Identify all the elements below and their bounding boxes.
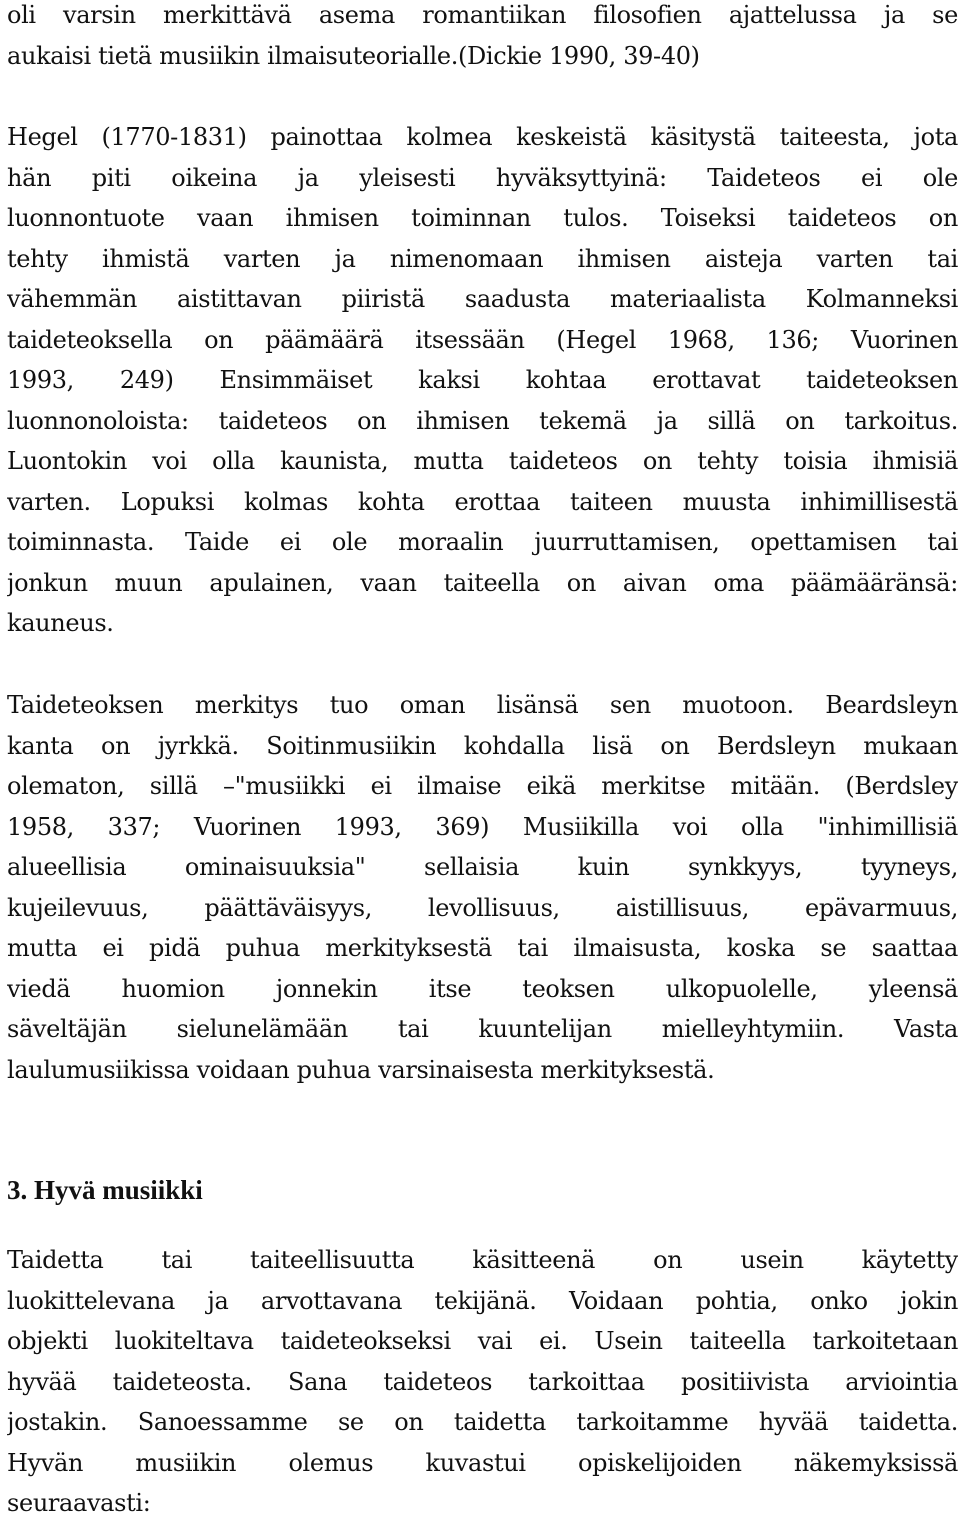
text-line: Hyvän musiikin olemus kuvastui opiskelijoiden näkemyksissä (7, 1448, 958, 1477)
paragraph-romanticism-intro (7, 0, 958, 76)
text-line: tehty ihmistä varten ja nimenomaan ihmisen aisteja varten tai (7, 244, 958, 273)
text-line: jostakin. Sanoessamme se on taidetta tarkoitamme hyvää taidetta. (7, 1408, 958, 1436)
text-line: oli varsin merkittävä asema romantiikan filosofien ajattelussa ja se (7, 1, 958, 29)
text-line: olematon, sillä –"musiikki ei ilmaise eikä merkitse mitään. (Berdsley (7, 772, 958, 800)
text-line: säveltäjän sielunelämään tai kuuntelijan mielleyhtymiin. Vasta (7, 1015, 958, 1043)
text-line: Taideteoksen merkitys tuo oman lisänsä sen muotoon. Beardsleyn (7, 691, 958, 719)
text-line: Luontokin voi olla kaunista, mutta taideteos on tehty toisia ihmisiä (7, 447, 958, 475)
text-line: kauneus. (7, 609, 114, 637)
text-line: seuraavasti: (7, 1489, 151, 1517)
text-line: varten. Lopuksi kolmas kohta erottaa taiteen muusta inhimillisestä (7, 487, 958, 516)
text-line: Taidetta tai taiteellisuutta käsitteenä on usein käytetty (7, 1246, 958, 1274)
text-line: laulumusiikissa voidaan puhua varsinaisesta merkityksestä. (7, 1055, 715, 1084)
text-line: viedä huomion jonnekin itse teoksen ulkopuolelle, yleensä (7, 974, 958, 1003)
text-line: luonnonoloista: taideteos on ihmisen tekemä ja sillä on tarkoitus. (7, 406, 958, 435)
section-heading: 3. Hyvä musiikki (7, 1175, 203, 1205)
text-line: luonnontuote vaan ihmisen toiminnan tulos. Toiseksi taideteos on (7, 204, 958, 232)
paragraph-good-music (7, 1240, 958, 1524)
paragraph-hegel (7, 117, 958, 644)
text-line: alueellisia ominaisuuksia" sellaisia kuin synkkyys, tyyneys, (7, 853, 958, 881)
text-line: kanta on jyrkkä. Soitinmusiikin kohdalla lisä on Berdsleyn mukaan (7, 731, 958, 760)
text-line: hyvää taideteosta. Sana taideteos tarkoittaa positiivista arviointia (7, 1367, 958, 1396)
text-line: objekti luokiteltava taideteokseksi vai ei. Usein taiteella tarkoitetaan (7, 1327, 958, 1355)
text-line: kujeilevuus, päättäväisyys, levollisuus, aistillisuus, epävarmuus, (7, 893, 958, 922)
text-line: luokittelevana ja arvottavana tekijänä. Voidaan pohtia, onko jokin (7, 1286, 958, 1315)
text-line: vähemmän aistittavan piiristä saadusta materiaalista Kolmanneksi (7, 285, 958, 313)
paragraph-beardsley (7, 685, 958, 1090)
text-line: hän piti oikeina ja yleisesti hyväksyttyinä: Taideteos ei ole (7, 163, 958, 192)
text-line: 1993, 249) Ensimmäiset kaksi kohtaa erottavat taideteoksen (7, 366, 958, 394)
text-line: taideteoksella on päämäärä itsessään (Hegel 1968, 136; Vuorinen (7, 325, 958, 354)
text-line: 1958, 337; Vuorinen 1993, 369) Musiikilla voi olla "inhimillisiä (7, 812, 958, 841)
text-line: jonkun muun apulainen, vaan taiteella on aivan oma päämääränsä: (7, 568, 958, 597)
text-line: mutta ei pidä puhua merkityksestä tai ilmaisusta, koska se saattaa (7, 934, 958, 962)
text-line: Hegel (1770-1831) painottaa kolmea keskeistä käsitystä taiteesta, jota (7, 123, 958, 151)
text-line: toiminnasta. Taide ei ole moraalin juurruttamisen, opettamisen tai (7, 528, 958, 556)
text-line: aukaisi tietä musiikin ilmaisuteorialle.(Dickie 1990, 39-40) (7, 41, 700, 70)
